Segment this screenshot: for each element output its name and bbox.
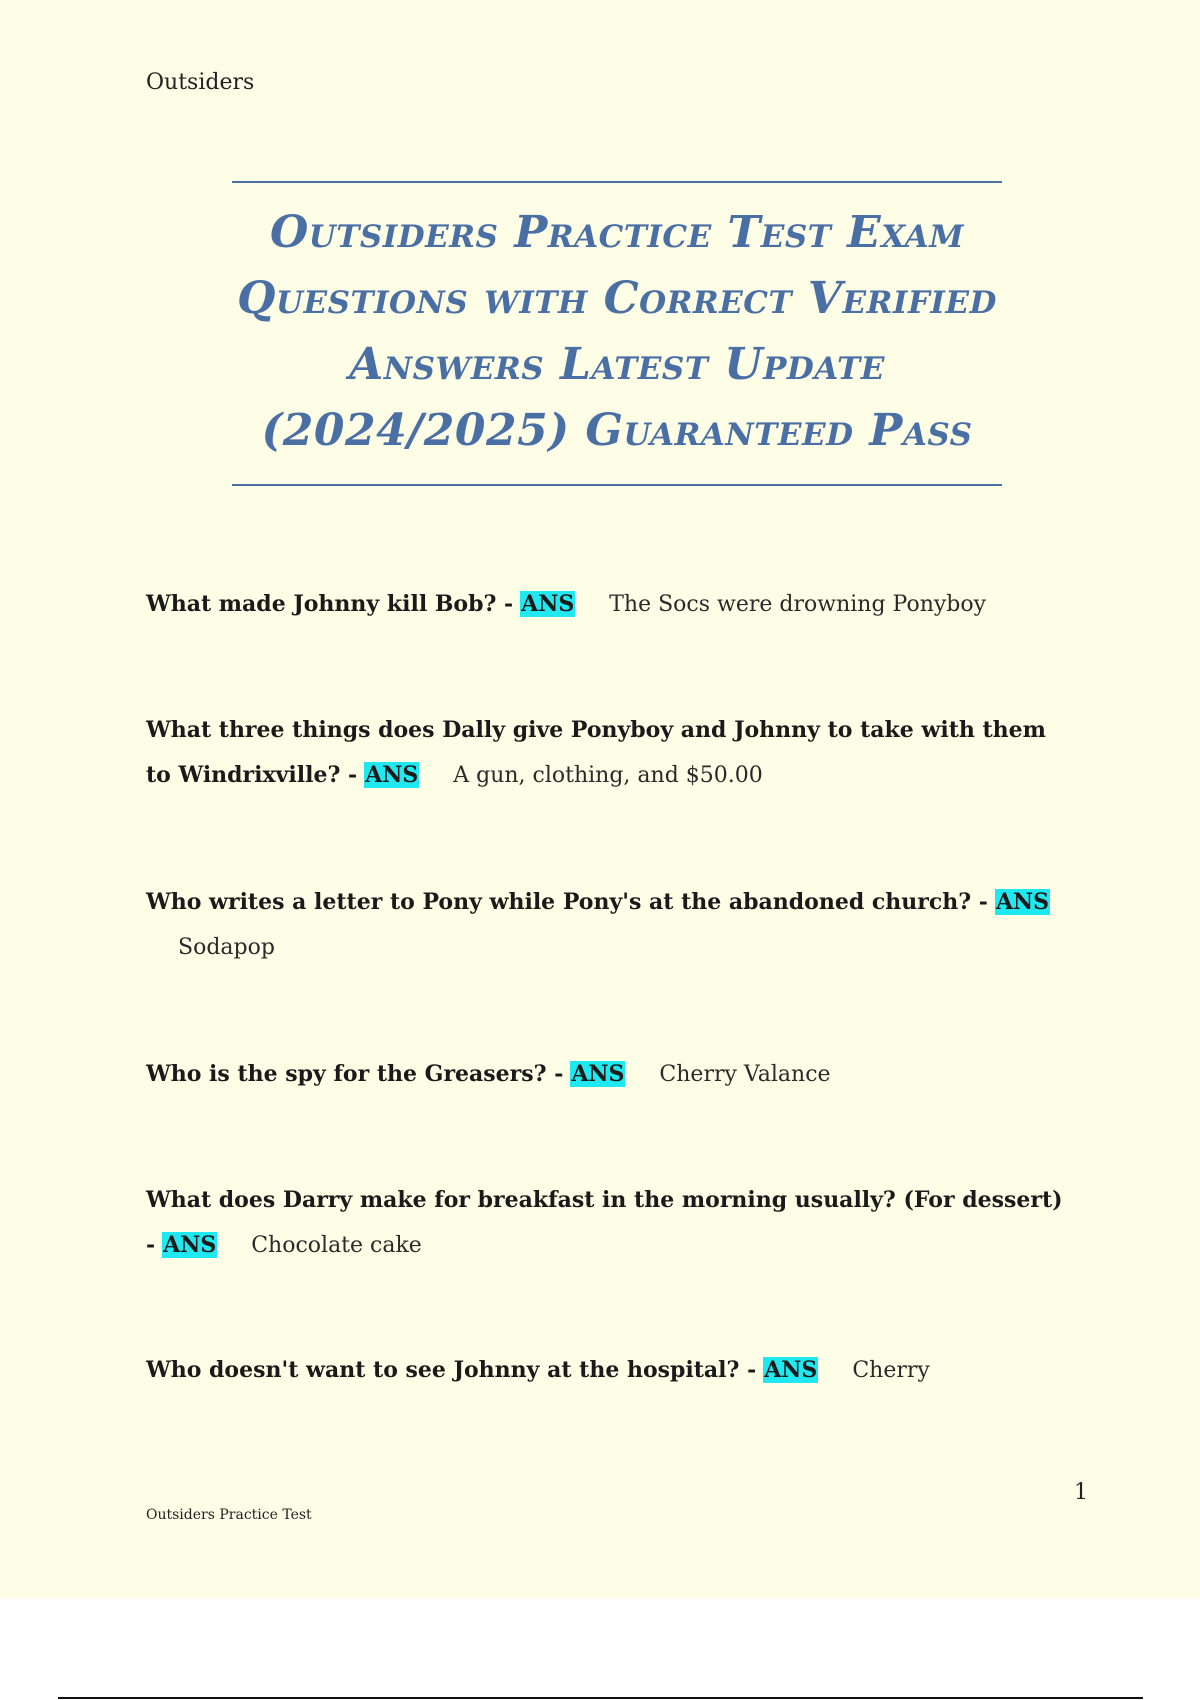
title-line-1: Outsiders Practice Test Exam (269, 207, 965, 258)
question-text: What does Darry make for breakfast in the morning usually? (For dessert) - (146, 1187, 1063, 1258)
running-footer: Outsiders Practice Test (146, 1507, 312, 1523)
qa-item (146, 1052, 1066, 1097)
document-title (222, 200, 1012, 464)
qa-item (146, 1178, 1066, 1268)
answer-text: Cherry Valance (659, 1062, 831, 1087)
title-line-2: Questions with Correct Verified (237, 273, 997, 324)
answer-text: A gun, clothing, and $50.00 (453, 763, 763, 788)
answer-text: The Socs were drowning Ponyboy (609, 592, 987, 617)
ans-label: ANS (571, 1061, 625, 1087)
ans-label: ANS (764, 1357, 818, 1383)
answer-text: Sodapop (178, 935, 275, 960)
ans-label: ANS (365, 762, 419, 788)
answer-text: Cherry (852, 1358, 930, 1383)
question-text: Who doesn't want to see Johnny at the hospital? - (146, 1357, 757, 1383)
page-number: 1 (1074, 1480, 1088, 1505)
title-bottom-rule (232, 484, 1002, 486)
answer-text: Chocolate cake (251, 1233, 422, 1258)
ans-label: ANS (995, 889, 1050, 915)
next-page-header-rule (58, 1697, 1143, 1699)
qa-item (146, 708, 1066, 798)
qa-item (146, 880, 1066, 970)
question-text: Who writes a letter to Pony while Pony's at the abandoned church? - (146, 889, 988, 915)
question-text: Who is the spy for the Greasers? - (146, 1061, 564, 1087)
title-line-4: (2024/2025) Guaranteed Pass (261, 405, 973, 456)
title-top-rule (232, 181, 1002, 183)
ans-label: ANS (521, 591, 575, 617)
question-text: What made Johnny kill Bob? - (146, 591, 514, 617)
title-line-3: Answers Latest Update (349, 339, 885, 390)
ans-label: ANS (163, 1232, 217, 1258)
qa-item (146, 1348, 1066, 1393)
question-text: What three things does Dally give Ponyboy and Johnny to take with them to Windrixville? - (146, 717, 1046, 788)
running-header: Outsiders (146, 70, 255, 95)
qa-item (146, 582, 1066, 627)
